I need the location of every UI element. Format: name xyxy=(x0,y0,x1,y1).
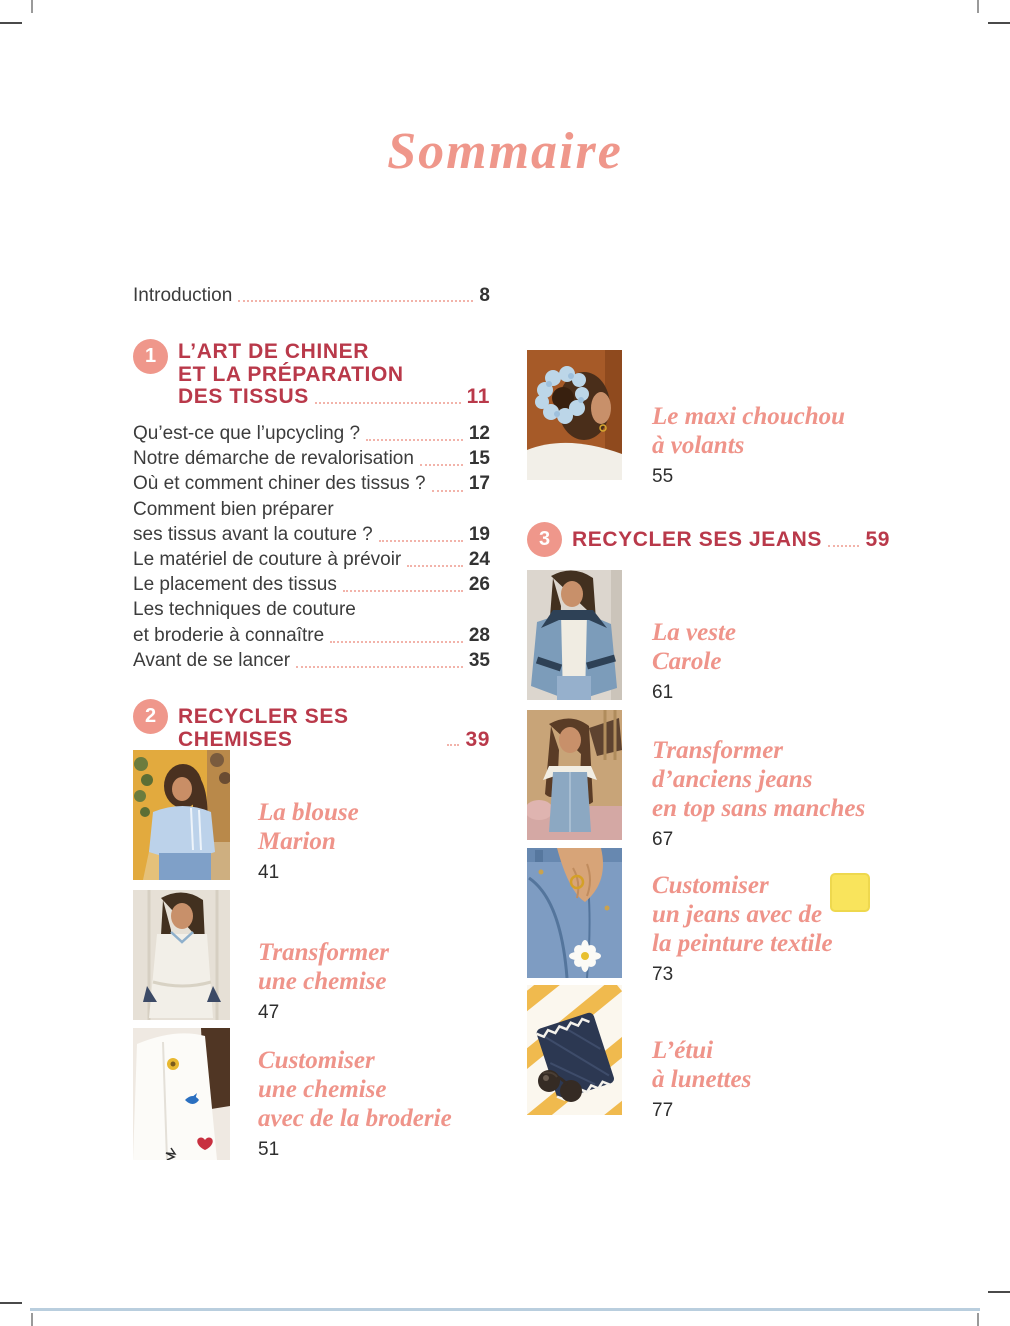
project-page: 47 xyxy=(258,1002,280,1023)
section-page: 59 xyxy=(865,528,890,551)
toc-entry-page: 15 xyxy=(468,448,490,470)
page-title: Sommaire xyxy=(387,123,623,180)
project-customiser-chemise-broderie xyxy=(258,1046,508,1161)
project-title-line: à lunettes xyxy=(652,1066,752,1093)
crop-mark xyxy=(977,0,979,13)
project-title-line: Marion xyxy=(258,828,336,855)
dotted-leader xyxy=(343,590,463,592)
toc-entry-label: Introduction xyxy=(133,285,233,306)
project-maxi-chouchou xyxy=(652,402,912,488)
toc-entry xyxy=(133,648,490,673)
toc-entry xyxy=(133,421,490,446)
project-title-line: à volants xyxy=(652,432,745,459)
project-page: 55 xyxy=(652,466,674,487)
toc-entry-label: Le matériel de couture à prévoir xyxy=(133,549,402,571)
dotted-leader xyxy=(432,490,463,492)
project-title-line: Le maxi chouchou xyxy=(652,403,846,430)
section-title-line: ET LA PRÉPARATION xyxy=(178,362,404,386)
dotted-leader xyxy=(828,545,859,547)
toc-entry-label: Avant de se lancer xyxy=(133,649,291,671)
toc-entry xyxy=(133,446,490,471)
section-2-badge xyxy=(133,699,168,734)
photo-transformer-une-chemise xyxy=(133,890,230,1020)
dotted-leader xyxy=(420,464,463,466)
page-bottom-edge xyxy=(30,1308,980,1311)
crop-mark xyxy=(988,22,1010,24)
project-page: 67 xyxy=(652,829,674,850)
project-title-line: avec de la broderie xyxy=(258,1105,452,1132)
toc-entry-label: Le placement des tissus xyxy=(133,574,337,596)
toc-entry xyxy=(133,572,490,597)
photo-la-veste-carole xyxy=(527,570,622,700)
toc-entry xyxy=(133,471,490,496)
project-title-line: La veste xyxy=(652,619,736,646)
project-etui-a-lunettes xyxy=(652,1036,912,1122)
section-1-heading xyxy=(178,341,490,409)
toc-entry-label: Les techniques de couture xyxy=(133,599,356,621)
section-title-line: RECYCLER SES JEANS xyxy=(572,528,823,551)
toc-entry xyxy=(133,597,490,647)
section-2-heading xyxy=(178,706,490,751)
project-title-line: La blouse xyxy=(258,799,359,826)
dotted-leader xyxy=(379,540,463,542)
project-la-veste-carole xyxy=(652,618,912,704)
project-page: 41 xyxy=(258,862,280,883)
project-title-line: en top sans manches xyxy=(652,795,866,822)
section-title-line: RECYCLER SES CHEMISES xyxy=(178,705,349,751)
project-page: 77 xyxy=(652,1100,674,1121)
dotted-leader xyxy=(407,565,463,567)
project-title-line: Carole xyxy=(652,648,722,675)
section-3-badge xyxy=(527,522,562,557)
toc-entry xyxy=(133,547,490,572)
photo-etui-a-lunettes xyxy=(527,985,622,1115)
project-title-line: Transformer xyxy=(258,939,390,966)
toc-entry-label: ses tissus avant la couture ? xyxy=(133,523,373,545)
toc-entry xyxy=(133,497,490,547)
project-page: 51 xyxy=(258,1139,280,1160)
section-title-line: L’ART DE CHINER xyxy=(178,340,370,363)
crop-mark xyxy=(31,0,33,13)
section-1-badge xyxy=(133,339,168,374)
section-3-heading xyxy=(572,529,890,552)
project-la-blouse-marion xyxy=(258,798,498,884)
toc-entry-label: Comment bien préparer xyxy=(133,498,334,520)
section-page: 39 xyxy=(465,727,490,751)
toc-entry-page: 24 xyxy=(468,549,490,571)
project-transformer-une-chemise xyxy=(258,938,498,1024)
project-title-line: une chemise xyxy=(258,1076,387,1103)
section-number: 2 xyxy=(144,705,157,727)
dotted-leader xyxy=(296,666,463,668)
dotted-leader xyxy=(315,402,461,404)
photo-la-blouse-marion xyxy=(133,750,230,880)
project-title-line: d’anciens jeans xyxy=(652,766,813,793)
toc-entry-label: et broderie à connaître xyxy=(133,624,325,646)
crop-mark xyxy=(0,22,22,24)
crop-mark xyxy=(31,1313,33,1326)
toc-entry-label: Qu’est-ce que l’upcycling ? xyxy=(133,423,361,444)
project-title-line: L’étui xyxy=(652,1037,714,1064)
toc-entry-label: Notre démarche de revalorisation xyxy=(133,448,414,470)
project-top-sans-manches xyxy=(652,736,922,851)
project-title-line: Transformer xyxy=(652,737,784,764)
section-number: 3 xyxy=(538,528,551,550)
dotted-leader xyxy=(447,744,459,746)
dotted-leader xyxy=(366,439,463,441)
yellow-note xyxy=(830,873,870,912)
toc-entry-label: Où et comment chiner des tissus ? xyxy=(133,473,426,495)
toc-entry-page: 35 xyxy=(468,649,490,671)
crop-mark xyxy=(988,1291,1010,1293)
project-title-line: Customiser xyxy=(652,872,769,899)
project-title-line: une chemise xyxy=(258,968,387,995)
dotted-leader xyxy=(238,300,473,302)
toc-entry-page: 26 xyxy=(468,574,490,596)
toc-entry-page: 19 xyxy=(468,523,490,545)
section-number: 1 xyxy=(144,345,157,367)
photo-peinture-textile xyxy=(527,848,622,978)
photo-top-sans-manches xyxy=(527,710,622,840)
section-page: 11 xyxy=(466,385,490,408)
toc-entry-page: 28 xyxy=(468,624,490,646)
project-title-line: un jeans avec de xyxy=(652,901,823,928)
crop-mark xyxy=(0,1302,22,1304)
dotted-leader xyxy=(330,641,463,643)
photo-customiser-chemise-broderie xyxy=(133,1028,230,1160)
toc-entry-page: 12 xyxy=(468,423,490,444)
toc-entry-introduction xyxy=(133,285,490,307)
section-1-entries xyxy=(133,421,490,673)
toc-entry-page: 17 xyxy=(468,473,490,495)
project-page: 61 xyxy=(652,682,674,703)
project-peinture-textile xyxy=(652,871,922,986)
project-title-line: Customiser xyxy=(258,1047,375,1074)
crop-mark xyxy=(977,1313,979,1326)
project-page: 73 xyxy=(652,964,674,985)
project-title-line: la peinture textile xyxy=(652,930,833,957)
section-title-line: DES TISSUS xyxy=(178,385,309,408)
toc-entry-page: 8 xyxy=(479,285,490,306)
photo-maxi-chouchou xyxy=(527,350,622,480)
